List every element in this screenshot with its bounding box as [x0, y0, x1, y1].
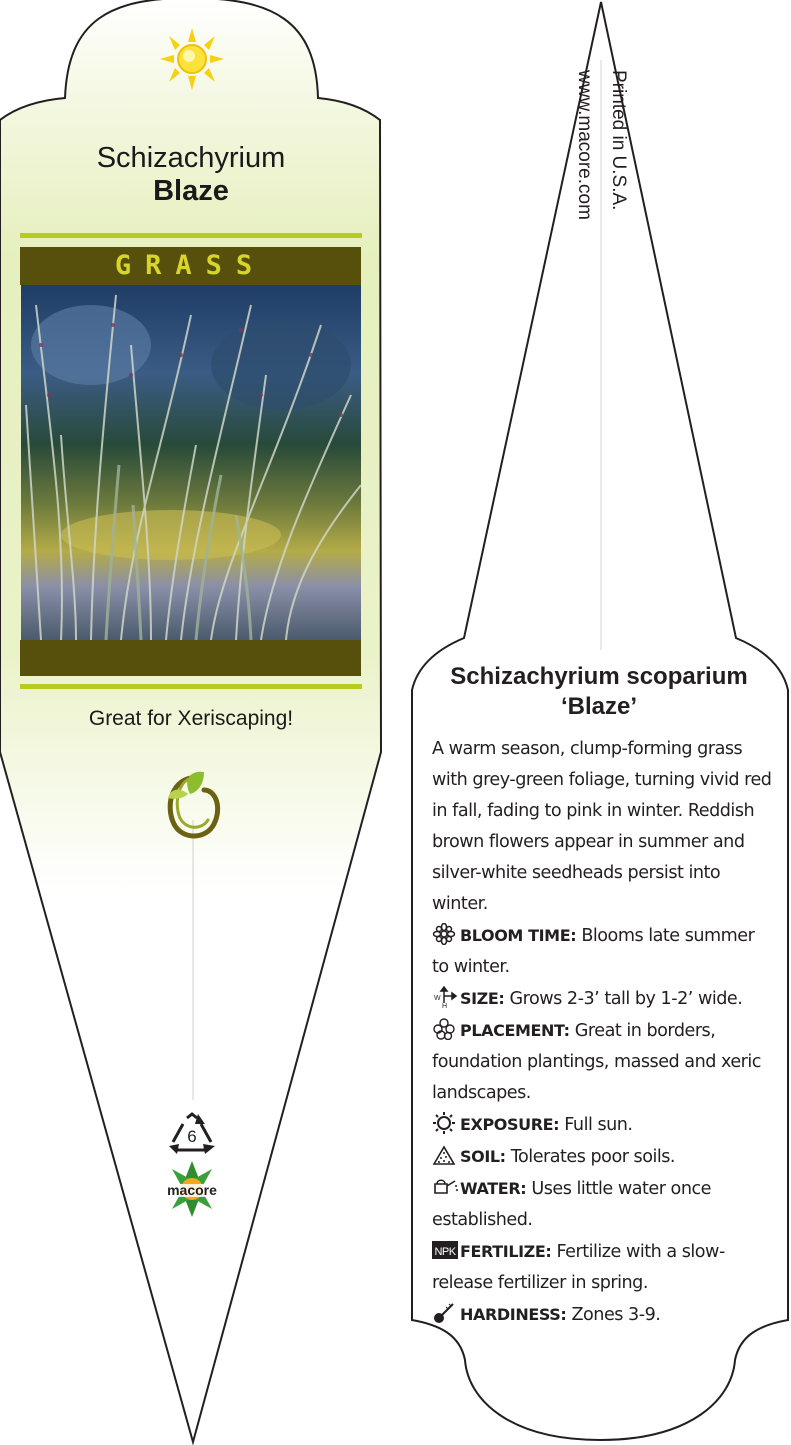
- attribute-bloom-time: [432, 920, 772, 983]
- attribute-placement: [432, 1015, 772, 1109]
- printed-in-text: Printed in U.S.A.: [608, 70, 629, 211]
- cultivar-name: ‘Blaze’: [560, 693, 638, 720]
- npk-icon: [432, 1239, 460, 1261]
- description: A warm season, clump-forming grass with grey-green foliage, turning vivid red in fall, fading to pink in winter. Reddish brown flowers appear in summer and silver-white seedheads persist into winter.: [432, 739, 772, 914]
- print-credit: [565, 70, 639, 450]
- attribute-fertilize: [432, 1236, 772, 1299]
- placement-text: Great in borders, foundation plantings, massed and xeric landscapes.: [432, 1021, 761, 1103]
- placement-label: PLACEMENT:: [460, 1021, 570, 1040]
- plant-photo: [21, 285, 361, 640]
- sun-outline-icon: [432, 1112, 460, 1134]
- recycle-number: 6: [187, 1127, 197, 1146]
- sun-icon: [160, 28, 224, 90]
- npk-badge-text: NPK: [434, 1246, 456, 1258]
- bloom-time-text: Blooms late summer to winter.: [432, 926, 755, 977]
- lower-band: [20, 640, 361, 676]
- macore-logo: [156, 1160, 228, 1218]
- size-arrows-icon: [432, 986, 460, 1008]
- bloom-time-label: BLOOM TIME:: [460, 926, 577, 945]
- size-label: SIZE:: [460, 989, 505, 1008]
- watering-can-icon: [432, 1176, 460, 1198]
- svg-text:H: H: [442, 1003, 447, 1008]
- attribute-water: [432, 1173, 772, 1236]
- front-tagline: Great for Xeriscaping!: [88, 707, 294, 730]
- attribute-soil: [432, 1141, 772, 1173]
- macore-logo-text: macore: [167, 1182, 217, 1198]
- website-text: www.macore.com: [574, 70, 595, 220]
- hardiness-text: Zones 3-9.: [571, 1305, 661, 1325]
- hardiness-label: HARDINESS:: [460, 1305, 567, 1324]
- size-text: Grows 2-3’ tall by 1-2’ wide.: [509, 989, 743, 1009]
- botanical-title: [416, 662, 782, 722]
- attribute-size: [432, 983, 772, 1015]
- water-label: WATER:: [460, 1179, 527, 1198]
- fertilize-label: FERTILIZE:: [460, 1242, 552, 1261]
- exposure-label: EXPOSURE:: [460, 1115, 560, 1134]
- care-info: [432, 734, 772, 1331]
- recycle-icon: [167, 1112, 217, 1156]
- botanical-name: Schizachyrium scoparium: [450, 663, 748, 690]
- fertilize-text: Fertilize with a slow-release fertilizer in spring.: [432, 1242, 725, 1293]
- soil-text: Tolerates poor soils.: [510, 1147, 675, 1167]
- exposure-text: Full sun.: [564, 1115, 633, 1135]
- soil-icon: [432, 1144, 460, 1166]
- front-genus-title: Schizachyrium: [96, 142, 286, 174]
- placement-icon: [432, 1018, 460, 1040]
- thermometer-icon: [432, 1302, 460, 1324]
- attribute-hardiness: [432, 1299, 772, 1331]
- soil-label: SOIL:: [460, 1147, 506, 1166]
- category-label: GRASS: [114, 250, 267, 281]
- bottom-accent-rule: [20, 684, 362, 689]
- top-accent-rule: [20, 233, 362, 238]
- attribute-exposure: [432, 1109, 772, 1141]
- front-cultivar-title: Blaze: [153, 175, 229, 207]
- sprout-logo-icon: [160, 768, 222, 842]
- flower-icon: [432, 923, 460, 945]
- water-text: Uses little water once established.: [432, 1179, 711, 1230]
- svg-text:W: W: [434, 995, 441, 1002]
